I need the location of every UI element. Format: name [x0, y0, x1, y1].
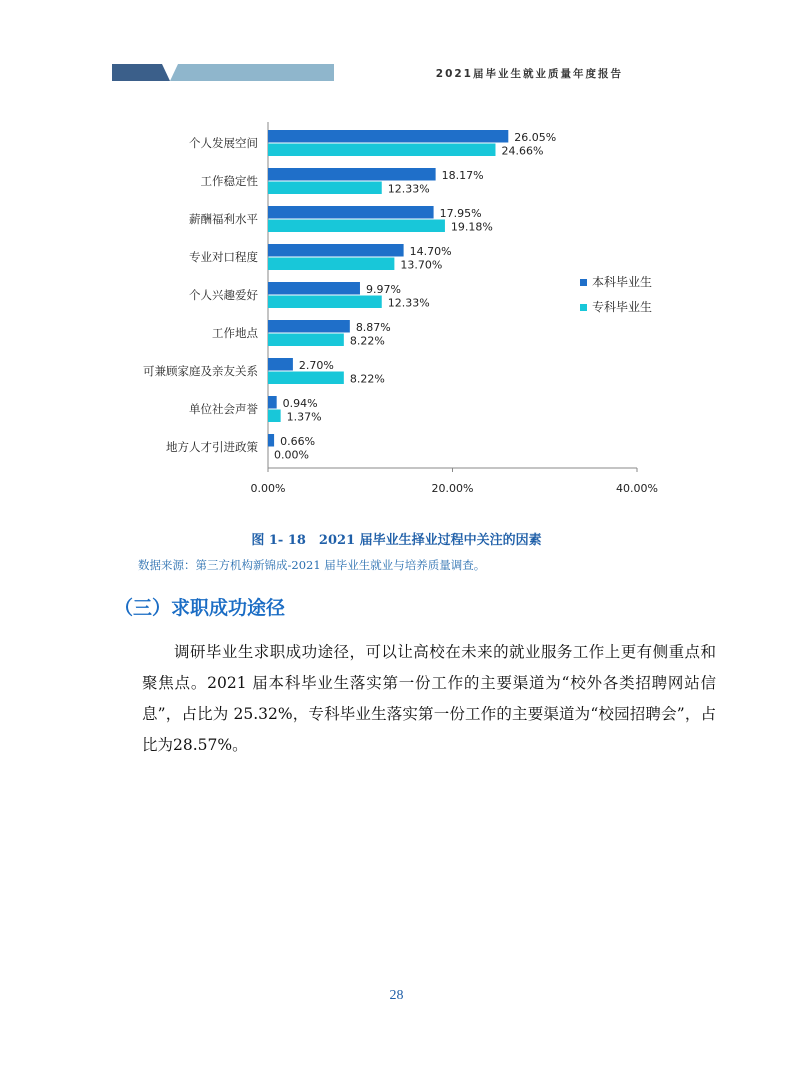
bar-vocational [268, 144, 495, 157]
data-label: 19.18% [450, 220, 493, 234]
x-tick-label: 0.00% [250, 482, 286, 495]
bar-vocational [268, 410, 281, 423]
legend-label: 专科毕业生 [592, 300, 653, 314]
bar-undergraduate [268, 168, 436, 181]
data-label: 24.66% [501, 144, 544, 158]
page-number: 28 [389, 988, 404, 1003]
data-label: 8.87% [355, 321, 391, 334]
data-label: 2.70% [298, 359, 334, 372]
category-label: 个人发展空间 [189, 136, 258, 150]
bar-vocational [268, 220, 445, 233]
bar-vocational [268, 258, 394, 271]
data-label: 8.22% [349, 334, 385, 348]
report-title: 2021届毕业生就业质量年度报告 [435, 68, 623, 80]
category-label: 工作稳定性 [200, 174, 258, 188]
bar-vocational [268, 334, 344, 347]
data-label: 0.66% [280, 435, 316, 448]
figure-caption: 图 1- 18 2021 届毕业生择业过程中关注的因素 [251, 533, 542, 548]
legend-swatch [580, 304, 587, 311]
x-tick-label: 40.00% [616, 482, 658, 495]
bar-undergraduate [268, 434, 274, 447]
legend-label: 本科毕业生 [592, 275, 653, 289]
data-label: 9.97% [365, 283, 401, 296]
bar-vocational [268, 372, 344, 385]
data-label: 8.22% [349, 372, 385, 386]
bar-undergraduate [268, 358, 293, 371]
header-decoration [112, 64, 334, 81]
bar-undergraduate [268, 320, 350, 333]
x-tick-label: 20.00% [431, 482, 474, 495]
data-label: 12.33% [387, 296, 430, 310]
bar-undergraduate [268, 396, 277, 409]
factor-bar-chart [0, 100, 793, 520]
category-label: 单位社会声誉 [189, 402, 258, 416]
data-label: 0.94% [282, 397, 318, 410]
category-label: 工作地点 [212, 326, 258, 340]
category-label: 薪酬福利水平 [189, 212, 258, 226]
data-label: 12.33% [387, 182, 430, 196]
data-label: 1.37% [286, 410, 322, 424]
bar-undergraduate [268, 206, 434, 219]
data-label: 14.70% [409, 245, 452, 258]
data-label: 18.17% [441, 169, 484, 182]
legend-swatch [580, 279, 587, 286]
data-source-note: 数据来源：第三方机构新锦成-2021 届毕业生就业与培养质量调查。 [138, 558, 486, 572]
data-label: 0.00% [274, 448, 309, 462]
category-label: 可兼顾家庭及亲友关系 [143, 364, 258, 378]
data-label: 17.95% [439, 207, 482, 220]
bar-undergraduate [268, 244, 404, 257]
body-paragraph: 调研毕业生求职成功途径，可以让高校在未来的就业服务工作上更有侧重点和聚焦点。2021 届本科毕业生落实第一份工作的主要渠道为“校外各类招聘网站信息”，占比为 25.32%，专科毕业生落实第一份工作的主要渠道为“校园招聘会”，占比为28.57%。 [142, 643, 716, 754]
bar-undergraduate [268, 130, 508, 143]
bar-vocational [268, 182, 382, 195]
category-label: 个人兴趣爱好 [189, 288, 258, 302]
data-label: 13.70% [400, 258, 443, 272]
category-label: 专业对口程度 [189, 250, 258, 264]
bar-vocational [268, 296, 382, 309]
category-label: 地方人才引进政策 [166, 440, 258, 454]
bar-undergraduate [268, 282, 360, 295]
section-heading: （三）求职成功途径 [114, 597, 286, 619]
data-label: 26.05% [514, 131, 557, 144]
